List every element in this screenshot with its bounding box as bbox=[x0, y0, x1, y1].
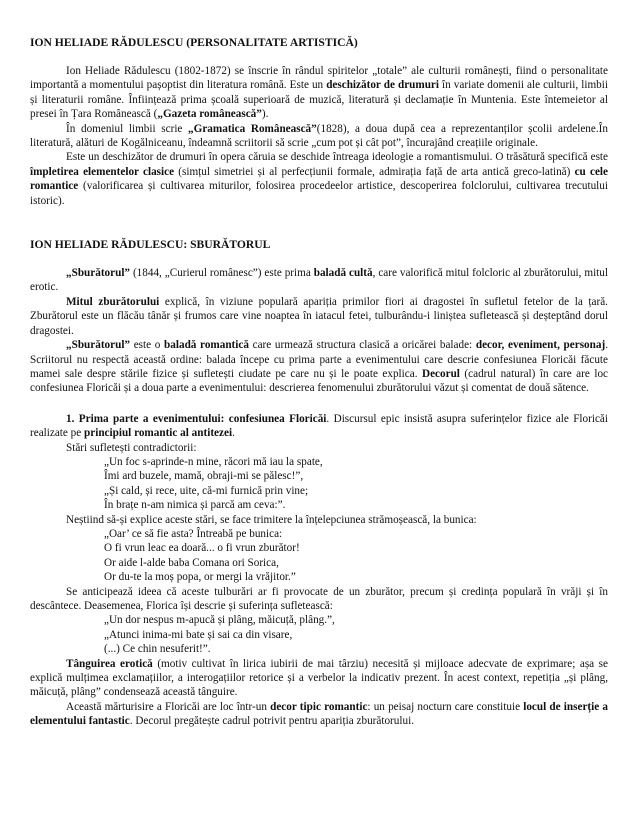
bold-text: locul de inserție a elementului fantastic bbox=[30, 700, 608, 728]
bold-text: baladă cultă bbox=[313, 267, 373, 280]
paragraph-decor bbox=[30, 700, 608, 729]
text: (1844, „Curierul românesc”) este prima bbox=[130, 267, 314, 280]
bold-text: deschizător de drumuri bbox=[326, 79, 439, 92]
text: . Decorul pregătește cadrul potrivit pentru apariția zburătorului. bbox=[129, 715, 414, 728]
verse-block-2 bbox=[30, 527, 608, 585]
text: În domeniul limbii scrie bbox=[66, 122, 189, 135]
paragraph-states: Stări sufletești contradictorii: bbox=[66, 441, 197, 454]
verse-line: Îmi ard buzele, mamă, obraji-mi se pălesc!”, bbox=[104, 470, 304, 483]
text: , care valorifică mitul folcloric al zburătorului, mitul erotic. bbox=[30, 267, 608, 294]
bold-text: baladă romantică bbox=[164, 339, 249, 352]
text: (simțul simetriei și al perfecțiunii formale, admirația față de arta antică greco-latină) bbox=[174, 165, 575, 178]
text: (1828), a doua după cea a reprezentanților școlii ardelene.În literatură, alături de Kogălniceanu, îndeamnă scriitorii să scrie „cum pot și cât pot”, încurajând creațiile originale. bbox=[30, 122, 608, 150]
verse-line: „Oar’ ce să fie asta? Întreabă pe bunica: bbox=[104, 527, 283, 540]
section-title-sburatorul: ION HELIADE RĂDULESCU: SBURĂTORUL bbox=[30, 238, 271, 252]
text: (cadrul natural) în care are loc confesiunea Floricăi și a doua parte a evenimentului: descrierea fenomenului zburătorului văzut și comentat de două sătence. bbox=[30, 367, 608, 395]
bold-text: „Sburătorul” bbox=[66, 267, 131, 280]
bold-text: principiul romantic al antitezei bbox=[84, 427, 233, 440]
paragraph-lament bbox=[30, 657, 608, 700]
paragraph-structure bbox=[30, 338, 608, 396]
text: . Scriitorul nu respectă această ordine: balada începe cu prima parte a evenimentului care descrie confesiunea Floricăi făcute mamei sale despre stările fizice și sufletești ciudate pe care nu și le poate explica. bbox=[30, 339, 608, 380]
section-title-personality: ION HELIADE RĂDULESCU (PERSONALITATE ARTISTICĂ) bbox=[30, 36, 358, 49]
text: ). bbox=[261, 108, 269, 121]
bold-text: împletirea elementelor clasice bbox=[30, 165, 175, 178]
text: (valorificarea și cultivarea miturilor, folosirea procedeelor artistice, descoperirea folclorului, cultivarea trecutului istoric). bbox=[30, 180, 608, 207]
verse-line: „Un foc s-aprinde-n mine, răcori mă iau la spate, bbox=[104, 455, 323, 468]
text: în variate domenii ale culturii, limbii și literaturii române. Înființează prima școală superioară de muzică, literatură și declamație în Muntenia. Este întemeietor al presei în Țara Românească ( bbox=[30, 79, 608, 121]
verse-block-3 bbox=[30, 613, 608, 656]
bold-text: Tânguirea erotică bbox=[66, 657, 153, 670]
verse-line: „Atunci inima-mi bate și sai ca din visare, bbox=[104, 628, 293, 641]
bold-text: „Sburătorul” bbox=[66, 339, 131, 352]
bold-text: decor tipic romantic bbox=[270, 700, 368, 713]
paragraph-language bbox=[30, 122, 608, 151]
bold-text: Decorul bbox=[422, 367, 460, 380]
bold-text: decor, eveniment, personaj bbox=[475, 339, 606, 352]
bold-text: 1. Prima parte a evenimentului: confesiunea Floricăi bbox=[66, 412, 327, 425]
text: . bbox=[232, 427, 235, 440]
text: : un peisaj nocturn care constituie bbox=[367, 700, 524, 713]
paragraph-anticipation: Se anticipează ideea că aceste tulburări ar fi provocate de un zburător, precum și credința populară în vrăji și în descântece. Deasemenea, Florica își descrie și suferința sufletească: bbox=[30, 585, 608, 612]
paragraph-romanticism bbox=[30, 150, 608, 208]
text: care urmează structura clasică a oricărei balade: bbox=[248, 339, 476, 352]
paragraph-part-one bbox=[30, 412, 608, 441]
paragraph-intro bbox=[30, 64, 608, 122]
text: Această mărturisire a Floricăi are loc într-un bbox=[66, 700, 271, 713]
text: Ion Heliade Rădulescu (1802-1872) se înscrie în rândul spiritelor „totale” ale culturii românești, fiind o personalitate importantă a momentului pașoptist din literatura română. Este un bbox=[30, 65, 608, 92]
verse-line: În brațe n-am nimica și parcă am ceva:”. bbox=[104, 499, 286, 512]
text: explică, în viziune populară apariția primilor fiori ai dragostei în sufletul fetelor de la țară. Zburătorul este un flăcău tânăr și frumos care vine noaptea în iatacul fetei, tulburându-i liniștea sufletească și deșteptând dorul dragostei. bbox=[30, 295, 608, 337]
paragraph-myth bbox=[30, 295, 608, 338]
bold-text: cu cele romantice bbox=[30, 165, 608, 193]
text: (motiv cultivat în lirica iubirii de mai târziu) necesită și mijloace adecvate de exprimare; așa se explică mulțimea exclamațiilor, a interogațiilor retorice și a verbelor la indicativ prezent. În acest context, repetiția „și plâng, măicuță, plâng” condensează această tânguire. bbox=[30, 657, 608, 699]
bold-text: „Gramatica Românească” bbox=[188, 122, 317, 135]
bold-text: Mitul zburătorului bbox=[66, 295, 160, 308]
bold-text: „Gazeta românească” bbox=[157, 108, 262, 121]
verse-line: Or aide l-alde baba Comana ori Sorica, bbox=[104, 556, 279, 569]
paragraph-ballad bbox=[30, 266, 608, 295]
verse-line: „Și cald, și rece, uite, că-mi furnică prin vine; bbox=[104, 484, 309, 497]
verse-line: O fi vrun leac ea doară... o fi vrun zburător! bbox=[104, 542, 300, 555]
text: Este un deschizător de drumuri în opera căruia se deschide întreaga ideologie a romantismului. O trăsătură specifică este bbox=[66, 151, 608, 164]
verse-line: (...) Ce chin nesuferit!”. bbox=[104, 643, 211, 656]
paragraph-grandmother: Neștiind să-și explice aceste stări, se face trimitere la înțelepciunea strămoșească, la bunica: bbox=[66, 513, 477, 526]
text: . Discursul epic insistă asupra suferințelor fizice ale Floricăi realizate pe bbox=[30, 412, 608, 440]
verse-block-1 bbox=[30, 455, 608, 513]
text: este o bbox=[130, 339, 165, 352]
verse-line: Or du-te la moș popa, or mergi la vrăjitor.” bbox=[104, 571, 296, 584]
verse-line: „Un dor nespus m-apucă și plâng, măicuță, plâng.”, bbox=[104, 614, 335, 627]
